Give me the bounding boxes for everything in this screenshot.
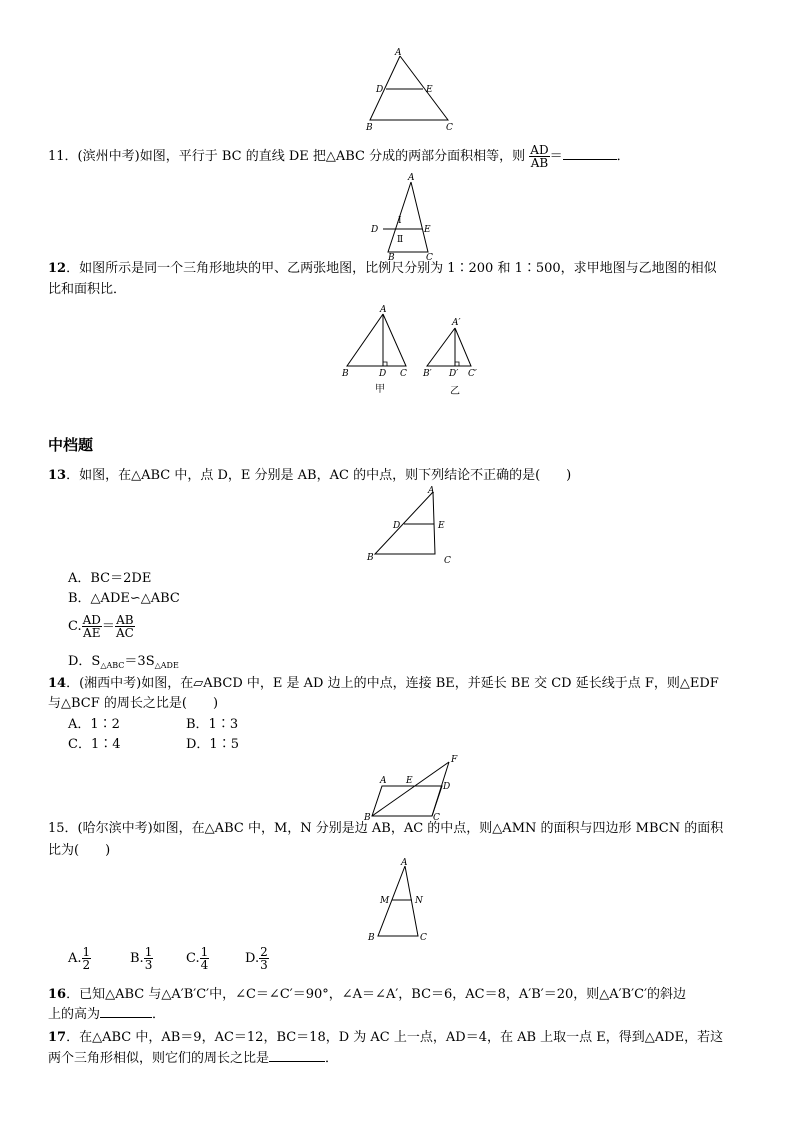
q14-text-2: 与△BCF 的周长之比是( ) bbox=[48, 696, 219, 711]
label-c: C bbox=[400, 369, 407, 379]
label-c: C bbox=[433, 813, 440, 823]
label-d: D bbox=[379, 369, 387, 379]
label-a-prime: A′ bbox=[452, 318, 461, 328]
q11-end: ． bbox=[616, 149, 630, 164]
label-n: N bbox=[415, 896, 423, 906]
label-e: E bbox=[424, 225, 431, 235]
q11-number: 11 bbox=[48, 149, 65, 164]
label-b: B bbox=[364, 813, 371, 823]
label-d: D bbox=[376, 85, 384, 95]
q13-option-c[interactable]: C. $\frac{AD}{AE}$ ＝ $\frac{AB}{AC}$ bbox=[68, 613, 134, 640]
q15-option-d[interactable]: D. $\frac{2}{3}$ bbox=[245, 945, 268, 972]
q14-text-1: ．(湘西中考)如图，在▱ABCD 中，E 是 AD 边上的中点，连接 BE，并延长 BE 交 CD 延长线于点 F，则△EDF bbox=[66, 676, 719, 691]
figure-triangle-regions bbox=[366, 173, 436, 263]
label-e: E bbox=[438, 521, 445, 531]
q16-end: ． bbox=[152, 1007, 166, 1022]
label-c-prime: C′ bbox=[468, 369, 477, 379]
q13-option-a[interactable]: A．BC＝2DE bbox=[68, 571, 152, 586]
label-e: E bbox=[406, 776, 413, 786]
figure-parallelogram bbox=[360, 752, 470, 822]
q16-text-2: 上的高为 bbox=[48, 1007, 101, 1022]
label-d-prime: D′ bbox=[449, 369, 459, 379]
triangle-abc bbox=[375, 492, 435, 554]
q14-option-b[interactable]: B．1∶3 bbox=[186, 717, 239, 732]
parallelogram-abcd bbox=[372, 786, 442, 816]
label-e: E bbox=[426, 85, 433, 95]
q14-option-d[interactable]: D．1∶5 bbox=[186, 737, 239, 752]
question-14-line2 bbox=[48, 695, 218, 713]
q16-number: 16 bbox=[48, 987, 67, 1002]
label-b: B bbox=[366, 123, 373, 133]
question-11 bbox=[48, 144, 630, 169]
figure-triangle-de-1 bbox=[360, 48, 460, 138]
label-d: D bbox=[393, 521, 401, 531]
label-c: C bbox=[420, 933, 427, 943]
q12-text-2: 比和面积比． bbox=[48, 282, 127, 297]
region-ii: Ⅱ bbox=[397, 235, 404, 245]
q17-end: ． bbox=[325, 1051, 339, 1066]
figure-two-maps bbox=[340, 304, 490, 396]
label-a: A bbox=[380, 776, 387, 786]
question-17 bbox=[48, 1029, 723, 1047]
label-a: A bbox=[408, 173, 415, 183]
label-m: M bbox=[380, 896, 390, 906]
label-d: D bbox=[371, 225, 379, 235]
q13-text: ．如图，在△ABC 中，点 D，E 分别是 AB，AC 的中点，则下列结论不正确的是( ) bbox=[66, 468, 572, 483]
triangle-jia bbox=[347, 314, 406, 366]
question-13 bbox=[48, 467, 571, 485]
q15-text-2: 比为( ) bbox=[48, 843, 111, 858]
question-16-line2 bbox=[48, 1006, 165, 1024]
question-17-line2 bbox=[48, 1050, 338, 1068]
question-12-line2 bbox=[48, 281, 126, 299]
q17-text-2: 两个三角形相似，则它们的周长之比是 bbox=[48, 1051, 270, 1066]
label-c: C bbox=[444, 556, 451, 566]
label-b-prime: B′ bbox=[423, 369, 432, 379]
label-d: D bbox=[443, 782, 451, 792]
q17-text-1: ．在△ABC 中，AB＝9，AC＝12，BC＝18，D 为 AC 上一点，AD＝4，在 AB 上取一点 E，得到△ADE，若这 bbox=[66, 1030, 724, 1045]
triangle-yi bbox=[427, 328, 471, 366]
label-b: B bbox=[367, 553, 374, 563]
segment-bf bbox=[372, 762, 449, 816]
question-14 bbox=[48, 675, 719, 693]
q13-number: 13 bbox=[48, 468, 67, 483]
q11-answer-blank[interactable] bbox=[563, 159, 617, 160]
q15-option-c[interactable]: C. $\frac{1}{4}$ bbox=[186, 945, 209, 972]
right-angle-yi bbox=[455, 362, 459, 366]
q11-text: ．(滨州中考)如图，平行于 BC 的直线 DE 把△ABC 分成的两部分面积相等，则 bbox=[64, 149, 526, 164]
label-b: B bbox=[342, 369, 349, 379]
q13-option-b[interactable]: B．△ADE∽△ABC bbox=[68, 591, 180, 606]
q15-option-a[interactable]: A. $\frac{1}{2}$ bbox=[68, 945, 91, 972]
caption-yi: 乙 bbox=[450, 386, 460, 397]
q17-number: 17 bbox=[48, 1030, 67, 1045]
label-b: B bbox=[388, 253, 395, 263]
q16-answer-blank[interactable] bbox=[100, 1017, 152, 1018]
label-c: C bbox=[426, 253, 433, 263]
question-12 bbox=[48, 260, 717, 278]
q16-text-1: ．已知△ABC 与△A′B′C′中，∠C＝∠C′＝90°，∠A＝∠A′，BC＝6，AC＝8，A′B′＝20，则△A′B′C′的斜边 bbox=[66, 987, 687, 1002]
question-15 bbox=[48, 820, 723, 838]
figure-amn bbox=[362, 858, 438, 944]
triangle-abc bbox=[388, 182, 428, 252]
q13-option-d[interactable]: D．$S_{\triangle ABC}=3S_{\triangle ADE}$ bbox=[68, 654, 179, 670]
q14-number: 14 bbox=[48, 676, 67, 691]
label-f: F bbox=[451, 755, 458, 765]
label-a: A bbox=[380, 305, 387, 315]
section-heading: 中档题 bbox=[48, 436, 94, 454]
label-c: C bbox=[446, 123, 453, 133]
label-a: A bbox=[395, 48, 402, 58]
label-a: A bbox=[401, 858, 408, 868]
q14-option-c[interactable]: C．1∶4 bbox=[68, 737, 121, 752]
figure-midsegment bbox=[365, 484, 465, 568]
region-i: Ⅰ bbox=[398, 216, 402, 226]
q11-equals: ＝ bbox=[549, 149, 563, 164]
question-16 bbox=[48, 986, 686, 1004]
q17-answer-blank[interactable] bbox=[269, 1061, 325, 1062]
question-15-line2 bbox=[48, 842, 110, 860]
label-b: B bbox=[368, 933, 375, 943]
q15-option-b[interactable]: B. $\frac{1}{3}$ bbox=[130, 945, 153, 972]
q11-fraction: $\frac{AD}{AB}$ bbox=[530, 143, 549, 170]
q14-option-a[interactable]: A．1∶2 bbox=[68, 717, 120, 732]
label-a: A bbox=[428, 486, 435, 496]
right-angle-jia bbox=[383, 362, 387, 366]
q12-text-1: ．如图所示是同一个三角形地块的甲、乙两张地图，比例尺分别为 1∶200 和 1∶500，求甲地图与乙地图的相似 bbox=[66, 261, 717, 276]
caption-jia: 甲 bbox=[375, 384, 385, 395]
q15-text-1: 15．(哈尔滨中考)如图，在△ABC 中，M，N 分别是边 AB，AC 的中点，则△AMN 的面积与四边形 MBCN 的面积 bbox=[48, 821, 724, 836]
q12-number: 12 bbox=[48, 261, 67, 276]
